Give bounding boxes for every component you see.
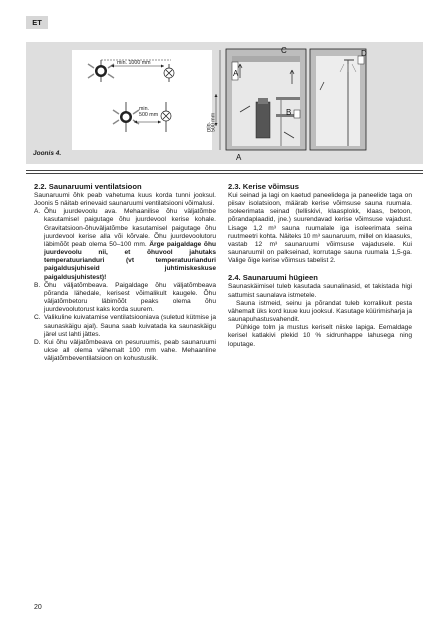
divider-top — [26, 170, 423, 171]
label-a-bottom: A — [236, 153, 242, 162]
heater-power-body: Kui seinad ja lagi on kaetud paneelidega ja paneelide taga on piisav isolatsioon, määrab kerise võimsuse sauna ruumala. Isoleerimata seinad (telliskivi, klaasplokk, klaas, betoon, põrandaplaadid, jne.) suurendavad kerise võimsuse vajadust. Lisage 1,2 m³ sauna ruumalale iga isoleerimata seina ruutmeetri kohta. Näiteks 10 m³ saunaruum, millel on klaasuks, vastab 12 m³ saunaruumi võimsuse vajadusele. Kui saunaruumil on palkseinad, korrutage sauna ruumala 1,5-ga. Valige õige kerise võimsus tabelist 2. — [228, 192, 412, 265]
hygiene-body-1: Saunaskäimisel tuleb kasutada saunalinasid, et takistada higi sattumist saunalava istmetele. — [228, 283, 412, 299]
label-a-top: A — [233, 69, 239, 78]
label-c: C — [281, 46, 287, 55]
figure-4 — [26, 42, 423, 164]
heading-hygiene: 2.4. Saunaruumi hügieen — [228, 273, 318, 283]
ventilation-list — [34, 208, 216, 363]
list-marker: D. — [34, 338, 41, 346]
heater — [256, 102, 270, 138]
list-marker: C. — [34, 314, 41, 322]
label-vertical-min: min. — [206, 121, 212, 132]
label-b: B — [286, 108, 292, 117]
list-warning: Ärge paigaldage õhu juurdevoolu nii, et õhuvool jahutaks temperatuurianduri (vt temperatuurianduri paigaldusjuhiseid juhtimiskeskuse paigaldusjuhistest)! — [44, 240, 216, 281]
heading-heater-power: 2.3. Kerise võimsus — [228, 182, 299, 191]
label-min-500-b: 500 mm — [139, 112, 159, 118]
list-item — [34, 314, 216, 338]
hygiene-body-2: Sauna istmeid, seinu ja põrandat tuleb korralikult pesta vähemalt üks kord kuue kuu jooksul. Kasutage küürimisharja ja saunapuhastusvahendit. — [228, 299, 412, 324]
ventilation-diagram — [26, 42, 423, 164]
list-text: Õhu juurdevoolu ava. Mehaanilise õhu väljatõmbe kasutamisel paigutage õhu juurdevool kerise kohale. Gravitatsioon-õhuväljatõmbe kasutamisel paigutage õhu juurdevool kerise alla või kõrvale. Õhu juurdevoolutoru läbimõõt peab olema 50–100 mm. — [44, 208, 216, 248]
figure-caption: Joonis 4. — [33, 150, 62, 157]
ventilation-intro: Saunaruumi õhk peab vahetuma kuus korda tunni jooksul. Joonis 5 näitab erinevaid saunaruumi ventilatsiooni võimalusi. — [34, 192, 216, 208]
svg-text:500 mm: 500 mm — [210, 112, 217, 132]
list-marker: A. — [34, 208, 41, 216]
column-right — [228, 182, 412, 349]
heading-ventilation: 2.2. Saunaruumi ventilatsioon — [34, 182, 142, 191]
list-item — [34, 208, 216, 281]
hygiene-body-3: Pühkige tolm ja mustus keriselt niiske lapiga. Eemaldage kerisel katlakivi plekid 10 % sidrunhappe lahusega ning loputage. — [228, 324, 412, 348]
label-min-500-a: min. — [139, 106, 150, 112]
label-min-1000: min. 1000 mm — [117, 60, 151, 66]
list-text: Valikuline kuivatamise ventilatsiooniava (suletud kütmise ja saunaskäigu ajal). Sauna saab kuivatada ka saunaskäigu järel ust lahti jättes. — [44, 314, 216, 338]
label-d: D — [361, 49, 367, 58]
list-item — [34, 339, 216, 363]
washroom — [310, 49, 367, 150]
list-text: Õhu väljatõmbeava. Paigaldage õhu väljatõmbeava põranda lähedale, kerisest võimalikult kaugele. Õhu väljatõmbetoru läbimõõt peaks olema õhu juurdevoolutorust kaks korda suurem. — [44, 281, 216, 314]
page-number: 20 — [34, 604, 42, 611]
list-marker: B. — [34, 281, 41, 289]
column-left — [34, 182, 216, 363]
divider-top-second — [26, 173, 423, 174]
list-item — [34, 282, 216, 315]
list-text: Kui õhu väljatõmbeava on pesuruumis, peab saunaruumi ukse all olema vähemalt 100 mm vahe. Mehaanline väljatõmbeventilatsioon on kohustuslik. — [44, 338, 216, 363]
sauna-room — [226, 46, 306, 162]
language-tab: ET — [26, 16, 48, 29]
